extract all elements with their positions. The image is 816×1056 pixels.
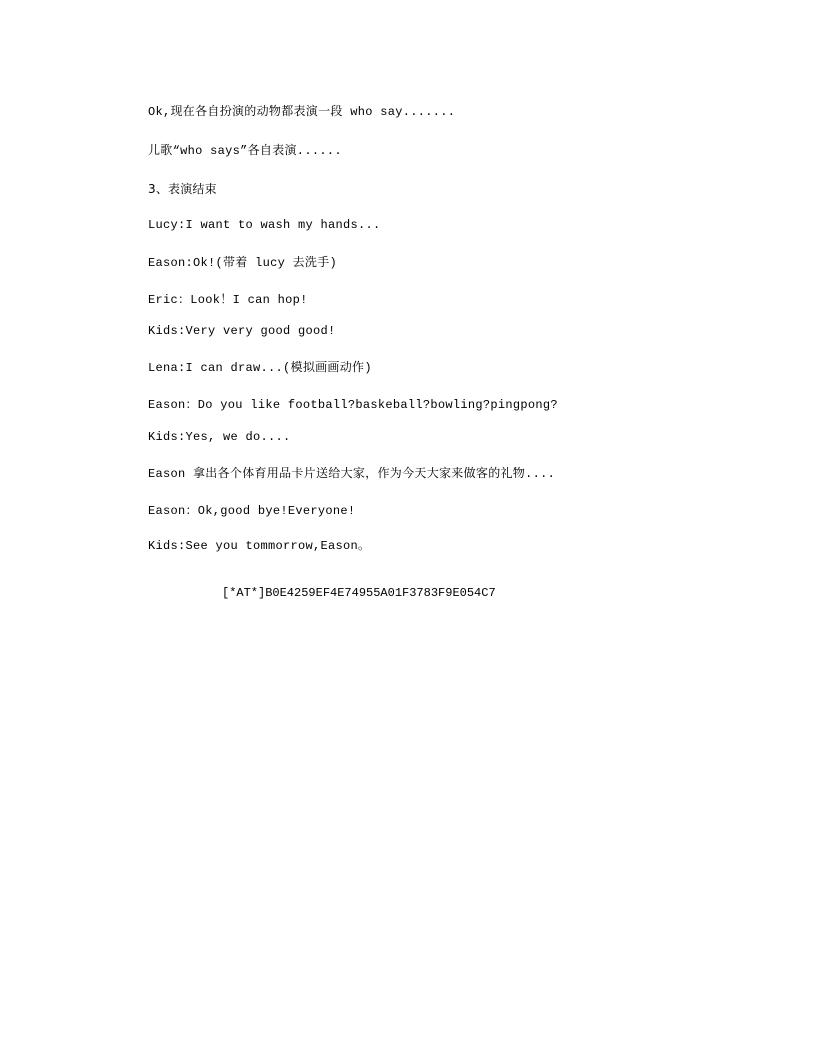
script-line-kids-2: Kids:Yes, we do.... [148, 430, 291, 444]
document-code: [*AT*]B0E4259EF4E74955A01F3783F9E054C7 [222, 586, 496, 600]
section-heading: 3、表演结束 [148, 182, 217, 196]
script-line-eason-4: Eason：Ok,good bye!Everyone! [148, 504, 356, 518]
script-line-kids-1: Kids:Very very good good! [148, 324, 336, 338]
script-line-eric: Eric：Look！I can hop! [148, 293, 308, 307]
script-line-kids-3: Kids:See you tommorrow,Eason。 [148, 539, 371, 553]
script-line-lena: Lena:I can draw...(模拟画画动作) [148, 361, 372, 375]
script-line-eason-3: Eason 拿出各个体育用品卡片送给大家，作为今天大家来做客的礼物.... [148, 467, 556, 481]
script-line-2: 儿歌“who says”各自表演...... [148, 144, 342, 158]
script-line-eason-2: Eason：Do you like football?baskeball?bowling?pingpong? [148, 398, 558, 412]
script-line-lucy: Lucy:I want to wash my hands... [148, 218, 381, 232]
script-line-eason-1: Eason:Ok!(带着 lucy 去洗手) [148, 256, 338, 270]
script-line-1: Ok,现在各自扮演的动物都表演一段 who say....... [148, 105, 456, 119]
